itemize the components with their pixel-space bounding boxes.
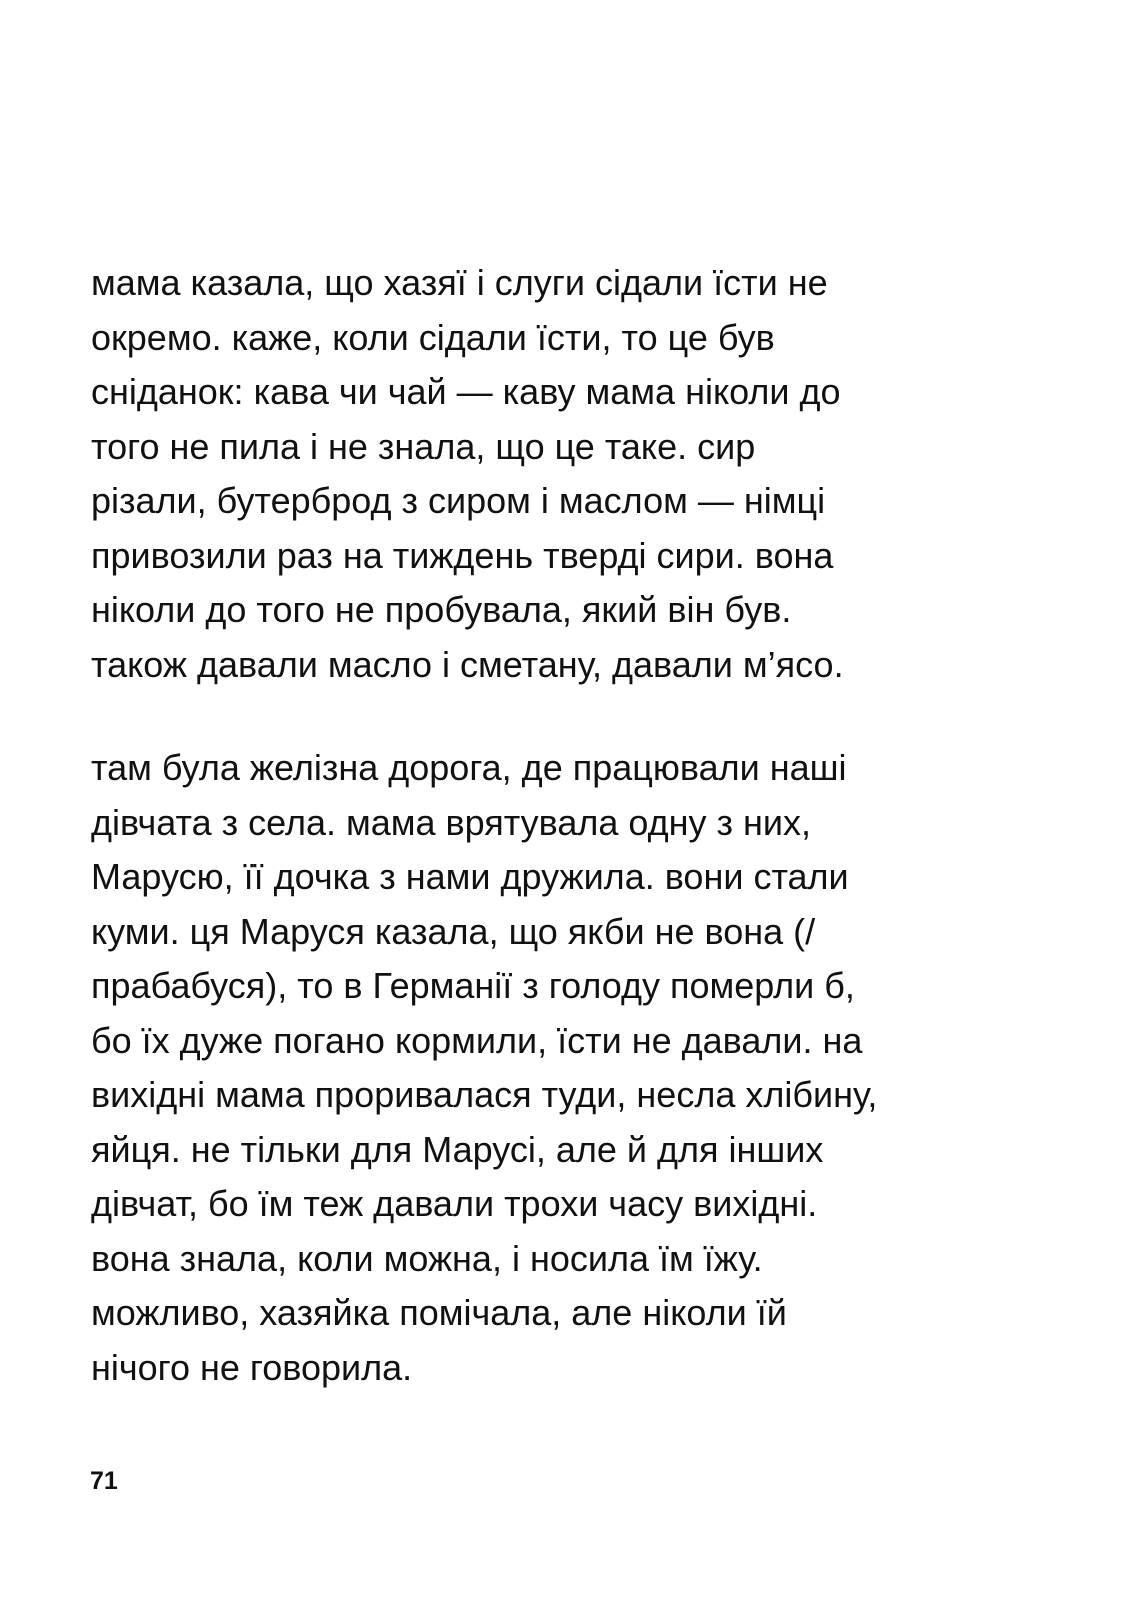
paragraph-2 [91,741,1051,1395]
text-line: там була желізна дорога, де працювали наші [91,747,847,788]
text-line: дівчата з села. мама врятувала одну з них, [91,801,812,843]
text-line: дівчат, бо їм теж давали трохи часу вихідні. [91,1183,818,1224]
text-line: бо їх дуже погано кормили, їсти не давали. на [91,1019,863,1061]
text-line: вона знала, коли можна, і носила їм їжу. [91,1237,763,1279]
text-line: ніколи до того не пробувала, який він був. [91,589,792,630]
text-line: можливо, хазяйка помічала, але ніколи їй [91,1292,787,1333]
text-line: яйця. не тільки для Марусі, але й для інших [91,1128,824,1170]
text-line: прабабуся), то в Германії з голоду померли б, [91,965,855,1006]
text-line: окремо. каже, коли сідали їсти, то це був [91,316,775,358]
text-line: вихідні мама проривалася туди, несла хлібину, [91,1074,878,1115]
text-line: куми. ця Маруся казала, що якби не вона (/ [91,910,816,952]
text-line: Марусю, її дочка з нами дружила. вони стали [91,856,849,897]
text-line: сніданок: кава чи чай — каву мама ніколи до [91,371,841,412]
text-line: також давали масло і сметану, давали м’ясо. [91,643,844,685]
text-line: того не пила і не знала, що це таке. сир [91,425,756,467]
paragraph-1 [91,256,1051,692]
text-line: привозили раз на тиждень тверді сири. вона [91,534,834,576]
text-line: мама казала, що хазяї і слуги сідали їсти не [91,262,828,303]
text-line: різали, бутерброд з сиром і маслом — німці [91,480,826,521]
body-text [91,256,1051,1395]
page-number: 71 [90,1467,118,1495]
text-line: нічого не говорила. [91,1346,413,1388]
